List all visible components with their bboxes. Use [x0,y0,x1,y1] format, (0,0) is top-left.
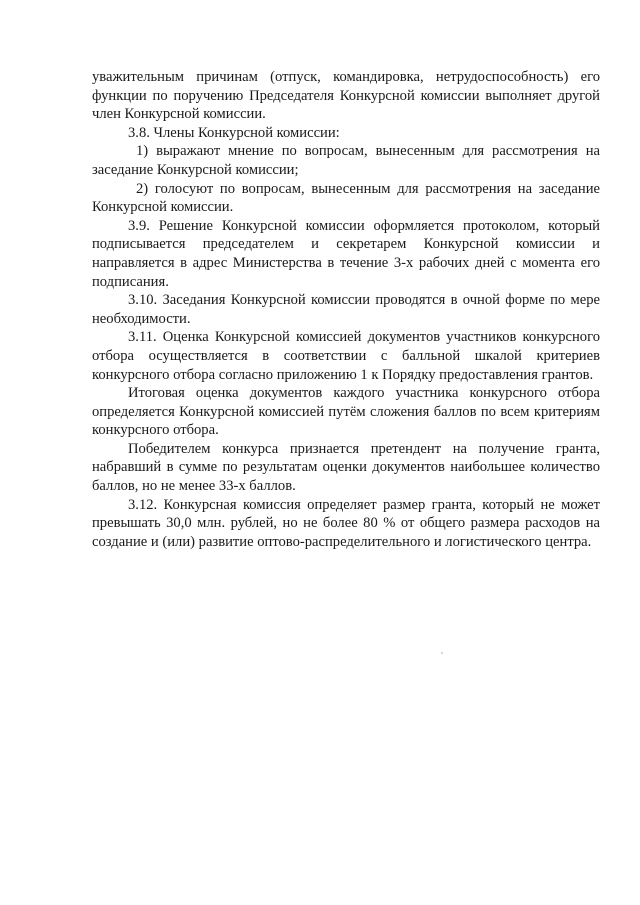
paragraph-3-12: 3.12. Конкурсная комиссия определяет размер гранта, который не может превышать 30,0 млн. рублей, но не более 80 % от общего размера расходов на создание и (или) развитие оптово-распределительного и логистического центра. [92,496,600,550]
paragraph-3-9: 3.9. Решение Конкурсной комиссии оформляется протоколом, который подписывается председателем и секретарем Конкурсной комиссии и направляется в адрес Министерства в течение 3-х рабочих дней с момента его подписания. [92,217,600,290]
paragraph-3-10: 3.10. Заседания Конкурсной комиссии проводятся в очной форме по мере необходимости. [92,292,600,327]
document-body [92,68,600,551]
paragraph-winner: Победителем конкурса признается претендент на получение гранта, набравший в сумме по результатам оценки документов наибольшее количество баллов, но не менее 33-х баллов. [92,440,600,495]
paragraph-continuation: уважительным причинам (отпуск, командировка, нетрудоспособность) его функции по поручению Председателя Конкурсной комиссии выполняет другой член Конкурсной комиссии. [92,69,600,123]
paragraph-3-11: 3.11. Оценка Конкурсной комиссией документов участников конкурсного отбора осуществляется в соответствии с балльной шкалой критериев конкурсного отбора согласно приложению 1 к Порядку предоставления грантов. [92,329,600,383]
paragraph-3-8: 3.8. Члены Конкурсной комиссии: [128,124,340,141]
paragraph-3-8-item-2: 2) голосуют по вопросам, вынесенным для рассмотрения на заседание Конкурсной комиссии. [92,180,600,216]
scan-speck [441,652,443,654]
paragraph-total-score: Итоговая оценка документов каждого участника конкурсного отбора определяется Конкурсной комиссией путём сложения баллов по всем критериям конкурсного отбора. [92,385,600,439]
paragraph-3-8-item-1: 1) выражают мнение по вопросам, вынесенным для рассмотрения на заседание Конкурсной комиссии; [92,143,600,178]
